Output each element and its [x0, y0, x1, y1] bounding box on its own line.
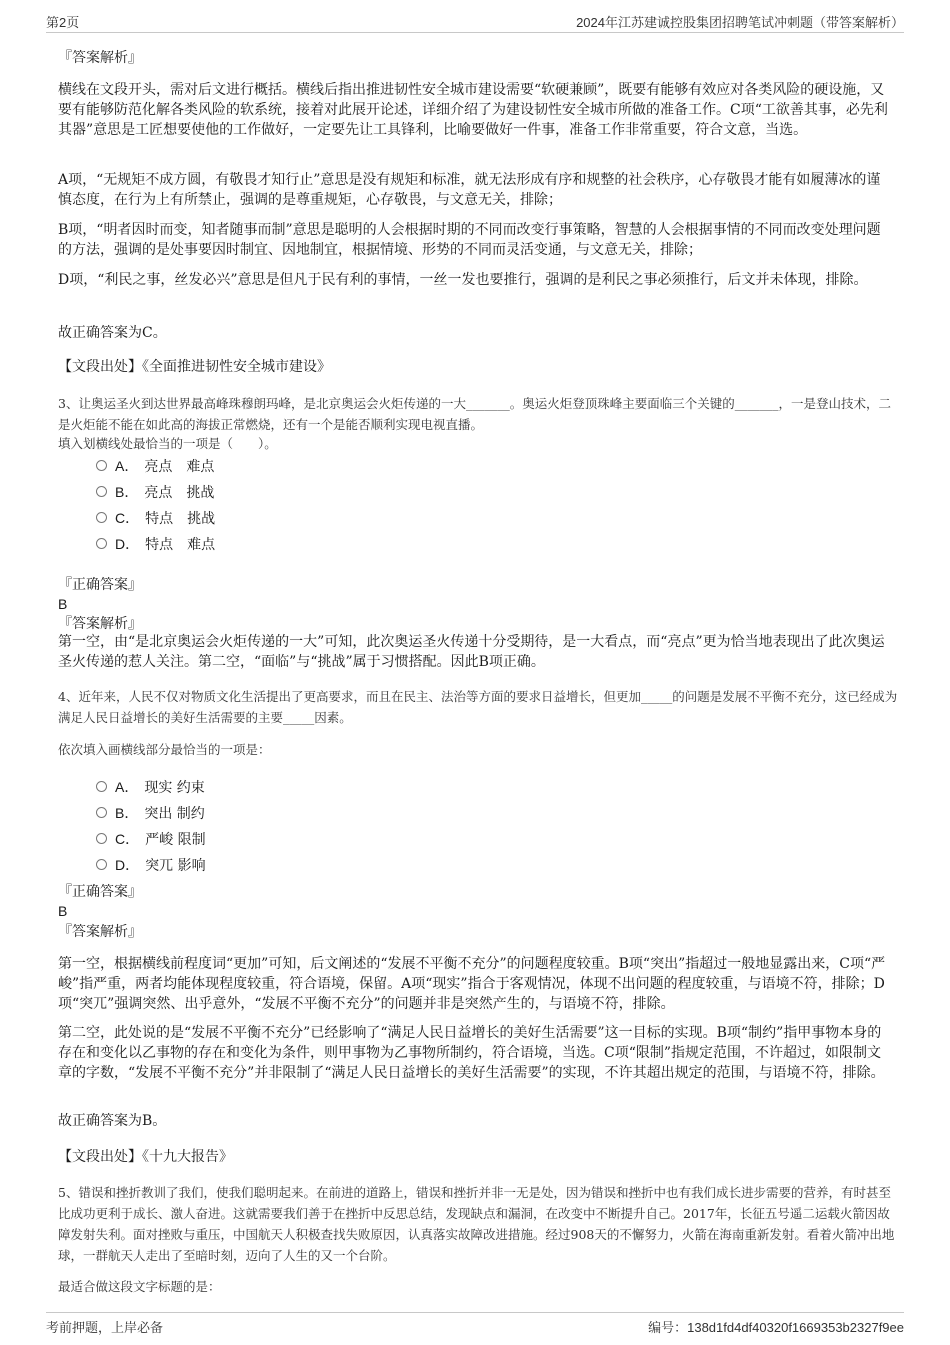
- q3-stem: 3、让奥运圣火到达世界最高峰珠穆朗玛峰，是北京奥运会火炬传递的一大_______。奥运火炬登顶珠峰主要面临三个关键的_______，一是登山技术，二是火炬能不能在如此高的海拔正常燃烧，还有一个是能否顺利实现电视直播。: [58, 396, 891, 432]
- q3-analysis: 第一空，由“是北京奥运会火炬传递的一大”可知，此次奥运圣火传递十分受期待，是一大看点，而“亮点”更为恰当地表现出了此次奥运圣火传递的惹人关注。第二空，“面临”与“挑战”属于习惯搭配。因此B项正确。: [58, 634, 885, 670]
- q4-option-b[interactable]: B． 突出 制约: [96, 803, 205, 824]
- q4-conclusion: 故正确答案为B。: [58, 1113, 167, 1129]
- page-header: [46, 10, 904, 33]
- radio-icon[interactable]: [96, 859, 107, 870]
- radio-icon[interactable]: [96, 807, 107, 818]
- footer-slogan: 考前押题，上岸必备: [46, 1320, 164, 1335]
- q2-analysis-para2: A项，“无规矩不成方圆，有敬畏才知行止”意思是没有规矩和标准，就无法形成有序和规整的社会秩序，心存敬畏才能有如履薄冰的谨慎态度，在行为上有所禁止，强调的是尊重规矩，心存敬畏，与文意无关，排除；: [58, 172, 881, 208]
- q4-source: 【文段出处】《十九大报告》: [58, 1149, 233, 1165]
- q4-analysis-para2: 第二空，此处说的是“发展不平衡不充分”已经影响了“满足人民日益增长的美好生活需要”这一目标的实现。B项“制约”指甲事物本身的存在和变化以乙事物的存在和变化为条件，则甲事物为乙事物所制约，符合语境，当选。C项“限制”指规定范围，不许超过，如限制文章的字数，“发展不平衡不充分”并非限制了“满足人民日益增长的美好生活需要”的实现，不许其超出规定的范围，与语境不符，排除。: [58, 1025, 885, 1081]
- q2-analysis-label: 『答案解析』: [58, 50, 142, 66]
- q3-prompt: 填入划横线处最恰当的一项是（ ）。: [58, 436, 277, 451]
- q5-prompt: 最适合做这段文字标题的是：: [58, 1279, 221, 1294]
- radio-icon[interactable]: [96, 538, 107, 549]
- q3-option-c[interactable]: C． 特点 挑战: [96, 508, 215, 529]
- q3-option-d[interactable]: D． 特点 难点: [96, 534, 215, 555]
- q4-option-d[interactable]: D． 突兀 影响: [96, 855, 206, 876]
- q4-stem: 4、近年来，人民不仅对物质文化生活提出了更高要求，而且在民主、法治等方面的要求日益增长，但更加_____的问题是发展不平衡不充分，这已经成为满足人民日益增长的美好生活需要的主要_____因素。: [58, 689, 898, 725]
- q4-answer-label: 『正确答案』: [58, 884, 142, 900]
- q5-stem: 5、错误和挫折教训了我们，使我们聪明起来。在前进的道路上，错误和挫折并非一无是处，因为错误和挫折中也有我们成长进步需要的营养，有时甚至比成功更利于成长、激人奋进。这就需要我们善于在挫折中反思总结，发现缺点和漏洞，在改变中不断提升自己。2017年，长征五号遥二运载火箭因故障发射失利。面对挫败与重压，中国航天人积极查找失败原因，认真落实故障改进措施。经过908天的不懈努力，火箭在海南重新发射。看着火箭冲出地球，一群航天人走出了至暗时刻，迈向了人生的又一个台阶。: [58, 1185, 895, 1263]
- radio-icon[interactable]: [96, 781, 107, 792]
- q4-option-c[interactable]: C． 严峻 限制: [96, 829, 206, 850]
- q4-option-a[interactable]: A． 现实 约束: [96, 777, 205, 798]
- document-title: 2024年江苏建诚控股集团招聘笔试冲刺题（带答案解析）: [576, 15, 904, 30]
- q3-analysis-label: 『答案解析』: [58, 616, 142, 632]
- page-footer: [46, 1312, 904, 1337]
- q3-option-b[interactable]: B． 亮点 挑战: [96, 482, 214, 503]
- page-number: 第2页: [46, 15, 80, 30]
- q2-conclusion: 故正确答案为C。: [58, 325, 167, 341]
- document-code: 编号：138d1fd4df40320f1669353b2327f9ee: [648, 1320, 904, 1335]
- q4-analysis-label: 『答案解析』: [58, 924, 142, 940]
- q2-analysis-para1: 横线在文段开头，需对后文进行概括。横线后指出推进韧性安全城市建设需要“软硬兼顾”，既要有能够有效应对各类风险的硬设施，又要有能够防范化解各类风险的软系统，接着对此展开论述，详细介绍了为建设韧性安全城市所做的准备工作。C项“工欲善其事，必先利其器”意思是工匠想要使他的工作做好，一定要先让工具锋利，比喻要做好一件事，准备工作非常重要，符合文意，当选。: [58, 82, 888, 138]
- q4-answer: B: [58, 903, 68, 919]
- q2-analysis-para4: D项，“利民之事，丝发必兴”意思是但凡于民有利的事情，一丝一发也要推行，强调的是利民之事必须推行，后文并未体现，排除。: [58, 272, 868, 288]
- q4-analysis-para1: 第一空，根据横线前程度词“更加”可知，后文阐述的“发展不平衡不充分”的问题程度较重。B项“突出”指超过一般地显露出来，C项“严峻”指严重，两者均能体现程度较重，符合语境，保留。A项“现实”指合于客观情况，体现不出问题的程度较重，与语境不符，排除；D项“突兀”强调突然、出乎意外，“发展不平衡不充分”的问题并非是突然产生的，与语境不符，排除。: [58, 956, 886, 1012]
- radio-icon[interactable]: [96, 833, 107, 844]
- q3-answer: B: [58, 596, 68, 612]
- q3-answer-label: 『正确答案』: [58, 577, 142, 593]
- q2-analysis-para3: B项，“明者因时而变，知者随事而制”意思是聪明的人会根据时期的不同而改变行事策略，智慧的人会根据事情的不同而改变处理问题的方法，强调的是处事要因时制宜、因地制宜，根据情境、形势的不同而灵活变通，与文意无关，排除；: [58, 222, 881, 258]
- radio-icon[interactable]: [96, 460, 107, 471]
- radio-icon[interactable]: [96, 512, 107, 523]
- q3-option-a[interactable]: A． 亮点 难点: [96, 456, 214, 477]
- q2-source: 【文段出处】《全面推进韧性安全城市建设》: [58, 359, 331, 375]
- q4-prompt: 依次填入画横线部分最恰当的一项是：: [58, 742, 271, 757]
- radio-icon[interactable]: [96, 486, 107, 497]
